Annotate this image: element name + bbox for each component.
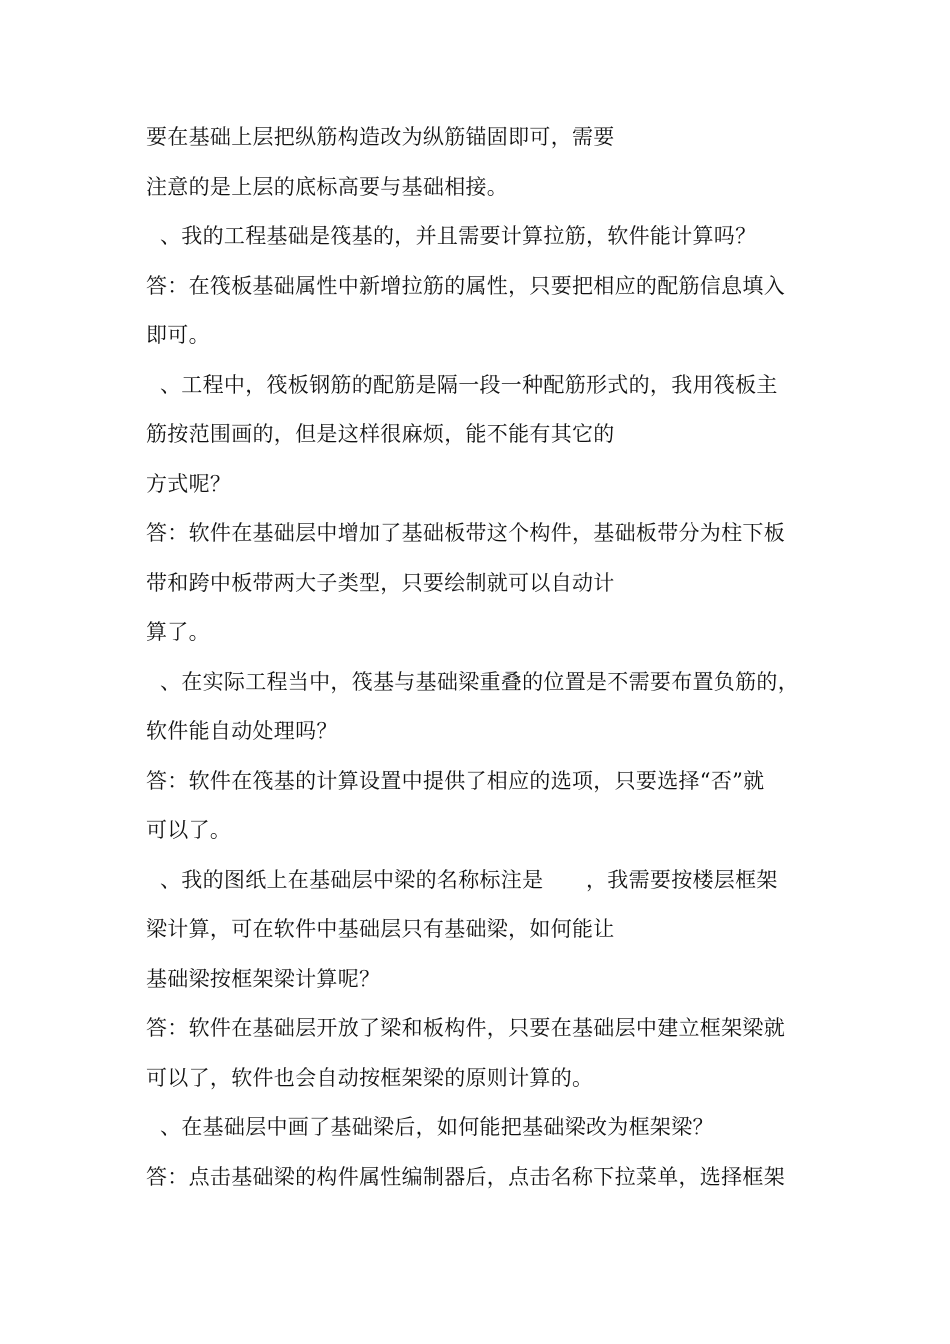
- answer-line-5: 算了。: [146, 620, 210, 644]
- question-line-10: 、在基础层中画了基础梁后，如何能把基础梁改为框架梁？: [160, 1115, 714, 1139]
- answer-line-3: 答：软件在基础层中增加了基础板带这个构件，基础板带分为柱下板: [146, 521, 785, 545]
- answer-line-7: 可以了。: [146, 818, 232, 842]
- question-line-6: 软件能自动处理吗？: [146, 719, 338, 743]
- question-line-2: 、工程中，筏板钢筋的配筋是隔一段一种配筋形式的，我用筏板主: [160, 373, 778, 397]
- text-line-2: 注意的是上层的底标高要与基础相接。: [146, 175, 509, 199]
- question-line-1: 、我的工程基础是筏基的，并且需要计算拉筋，软件能计算吗？: [160, 224, 757, 248]
- question-line-9: 基础梁按框架梁计算呢？: [146, 967, 381, 991]
- question-line-7: 、我的图纸上在基础层中梁的名称标注是 ，我需要按楼层框架: [160, 868, 778, 892]
- question-line-8: 梁计算，可在软件中基础层只有基础梁，如何能让: [146, 917, 615, 941]
- answer-line-6: 答：软件在筏基的计算设置中提供了相应的选项，只要选择“否”就: [146, 769, 765, 793]
- answer-line-9: 可以了，软件也会自动按框架梁的原则计算的。: [146, 1066, 594, 1090]
- answer-line-4: 带和跨中板带两大子类型，只要绘制就可以自动计: [146, 571, 615, 595]
- answer-line-1: 答：在筏板基础属性中新增拉筋的属性，只要把相应的配筋信息填入: [146, 274, 785, 298]
- question-line-4: 方式呢？: [146, 472, 232, 496]
- answer-line-2: 即可。: [146, 323, 210, 347]
- question-line-5: 、在实际工程当中，筏基与基础梁重叠的位置是不需要布置负筋的，: [160, 670, 799, 694]
- question-line-3: 筋按范围画的，但是这样很麻烦，能不能有其它的: [146, 422, 615, 446]
- answer-line-10: 答：点击基础梁的构件属性编制器后，点击名称下拉菜单，选择框架: [146, 1165, 785, 1189]
- answer-line-8: 答：软件在基础层开放了梁和板构件，只要在基础层中建立框架梁就: [146, 1016, 785, 1040]
- text-line-1: 要在基础上层把纵筋构造改为纵筋锚固即可，需要: [146, 125, 615, 149]
